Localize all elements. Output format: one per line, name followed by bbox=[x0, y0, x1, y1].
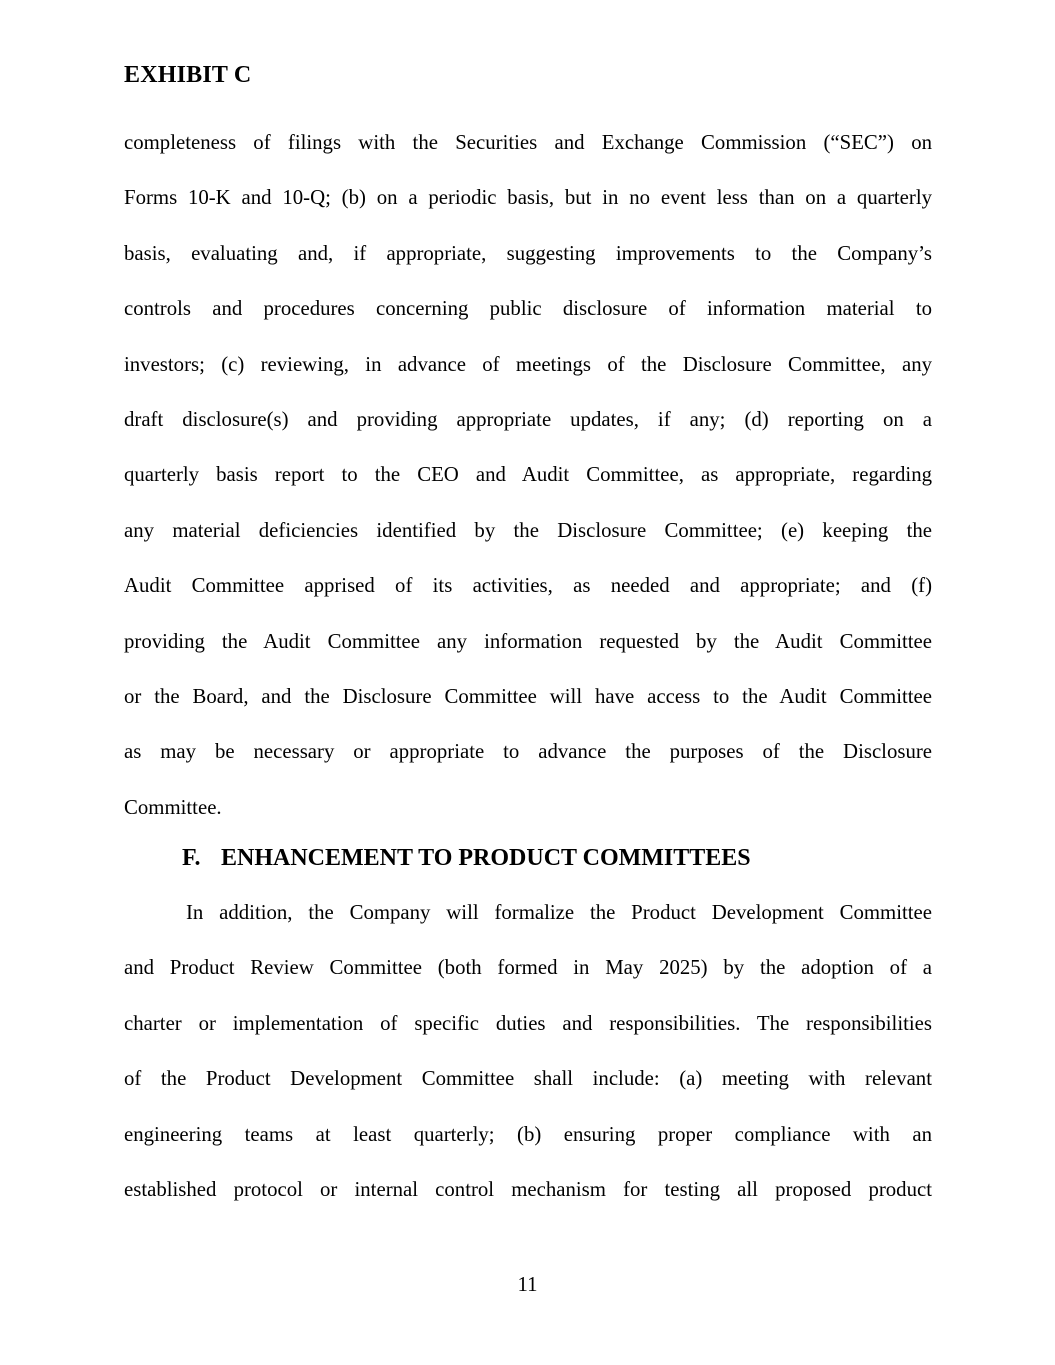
text-line: Forms 10-K and 10-Q; (b) on a periodic basis, but in no event less than on a quarterly bbox=[124, 186, 932, 210]
text-line: as may be necessary or appropriate to advance the purposes of the Disclosure bbox=[124, 740, 932, 764]
text-line: established protocol or internal control mechanism for testing all proposed product bbox=[124, 1178, 932, 1202]
text-line: quarterly basis report to the CEO and Audit Committee, as appropriate, regarding bbox=[124, 463, 932, 487]
section-heading-title: ENHANCEMENT TO PRODUCT COMMITTEES bbox=[221, 845, 751, 871]
exhibit-label: EXHIBIT C bbox=[124, 62, 252, 88]
text-line: controls and procedures concerning public disclosure of information material to bbox=[124, 297, 932, 321]
text-line: basis, evaluating and, if appropriate, suggesting improvements to the Company’s bbox=[124, 241, 932, 265]
text-line: any material deficiencies identified by the Disclosure Committee; (e) keeping the bbox=[124, 518, 932, 542]
text-line: In addition, the Company will formalize the Product Development Committee bbox=[186, 901, 932, 924]
text-line: charter or implementation of specific duties and responsibilities. The responsibilities bbox=[124, 1011, 932, 1035]
section-heading-f bbox=[124, 844, 932, 872]
text-line: or the Board, and the Disclosure Committee will have access to the Audit Committee bbox=[124, 685, 932, 709]
paragraph-disclosure-committee bbox=[124, 115, 932, 835]
text-line: Committee. bbox=[124, 795, 222, 819]
text-line: providing the Audit Committee any information requested by the Audit Committee bbox=[124, 629, 932, 653]
text-line: investors; (c) reviewing, in advance of meetings of the Disclosure Committee, any bbox=[124, 352, 932, 376]
text-line: completeness of filings with the Securities and Exchange Commission (“SEC”) on bbox=[124, 131, 932, 154]
text-line: and Product Review Committee (both formed in May 2025) by the adoption of a bbox=[124, 956, 932, 980]
section-heading-number: F. bbox=[182, 845, 201, 871]
text-line: engineering teams at least quarterly; (b) ensuring proper compliance with an bbox=[124, 1122, 932, 1146]
text-line: Audit Committee apprised of its activities, as needed and appropriate; and (f) bbox=[124, 574, 932, 598]
paragraph-product-committees bbox=[124, 885, 932, 1217]
text-line: draft disclosure(s) and providing appropriate updates, if any; (d) reporting on a bbox=[124, 408, 932, 432]
page-number: 11 bbox=[517, 1273, 538, 1296]
text-line: of the Product Development Committee shall include: (a) meeting with relevant bbox=[124, 1067, 932, 1091]
